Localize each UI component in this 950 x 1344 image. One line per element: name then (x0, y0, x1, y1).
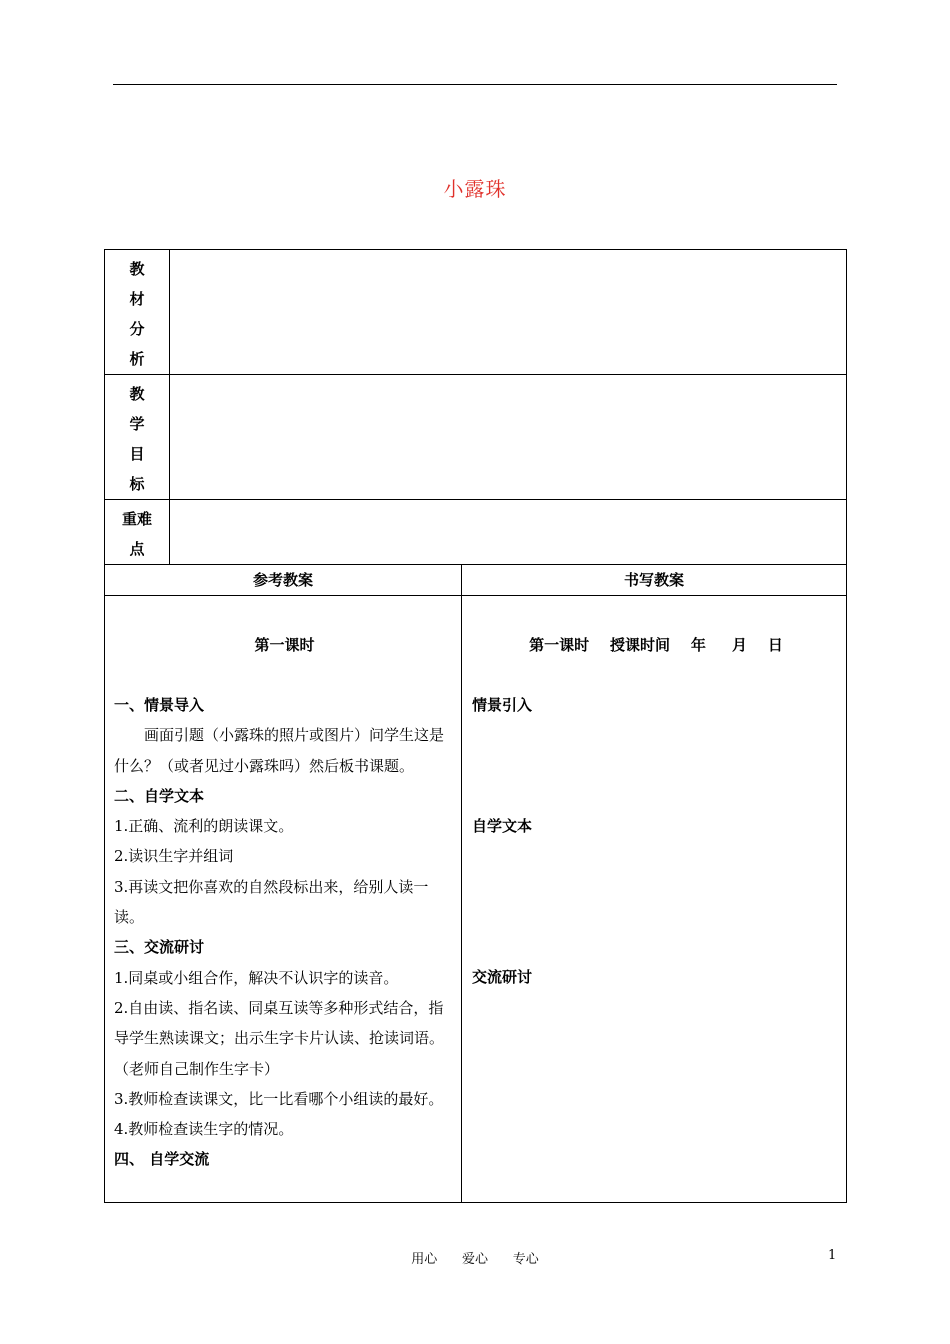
section-heading: 三、交流研讨 (114, 938, 205, 957)
header-rule (113, 84, 837, 85)
label-material-analysis (105, 250, 170, 375)
section-situation-intro: 情景引入 (472, 696, 533, 714)
label-char: 目 (129, 445, 145, 463)
label-char: 材 (129, 290, 145, 308)
row-key-points (105, 500, 847, 565)
label-teaching-goals (105, 375, 170, 500)
lesson-steps (114, 690, 455, 1175)
label-char: 教 (129, 385, 145, 403)
step-line: 1.同桌或小组合作，解决不认识字的读音。 (114, 968, 399, 987)
step-line: 画面引题（小露珠的照片或图片）问学生这是什么？（或者见过小露珠吗）然后板书课题。 (114, 726, 445, 775)
step-line: 2.读识生字并组词 (114, 847, 234, 866)
label-char: 分 (129, 320, 145, 338)
row-headers (105, 565, 847, 596)
label-char: 标 (129, 475, 145, 493)
row-lesson-content (105, 596, 847, 1203)
lesson-time-line: 第一课时 授课时间 年 月 日 (529, 636, 783, 654)
header-reference-plan: 参考教案 (105, 565, 462, 596)
step-line: 3.教师检查读课文，比一比看哪个小组读的最好。 (114, 1089, 444, 1108)
label-key-points: 重难点 (105, 500, 170, 565)
step-line: 1.正确、流利的朗读课文。 (114, 817, 294, 836)
page-number: 1 (828, 1248, 837, 1263)
section-heading: 四、 自学交流 (114, 1150, 210, 1169)
row-material-analysis (105, 250, 847, 375)
label-char: 析 (129, 350, 145, 368)
label-char: 学 (129, 415, 145, 433)
section-self-study: 自学文本 (472, 817, 533, 835)
label-char: 教 (129, 260, 145, 278)
lesson-plan-table (104, 249, 847, 1203)
step-line: 4.教师检查读生字的情况。 (114, 1120, 294, 1139)
reference-plan-content (105, 596, 462, 1203)
lesson-title: 第一课时 (254, 636, 315, 654)
section-heading: 二、自学文本 (114, 786, 205, 805)
cell-teaching-goals (170, 375, 847, 500)
step-line: 3.再读文把你喜欢的自然段标出来，给别人读一读。 (114, 877, 429, 927)
header-written-plan: 书写教案 (462, 565, 847, 596)
written-plan-content (462, 596, 847, 1203)
step-line: 2.自由读、指名读、同桌互读等多种形式结合，指导学生熟读课文；出示生字卡片认读、抢读词语。（老师自己制作生字卡） (114, 998, 445, 1078)
row-teaching-goals (105, 375, 847, 500)
cell-key-points (170, 500, 847, 565)
document-title: 小露珠 (443, 177, 507, 201)
footer-text: 用心 爱心 专心 (411, 1252, 539, 1267)
section-discussion: 交流研讨 (472, 968, 533, 986)
cell-material-analysis (170, 250, 847, 375)
section-heading: 一、情景导入 (114, 696, 205, 714)
